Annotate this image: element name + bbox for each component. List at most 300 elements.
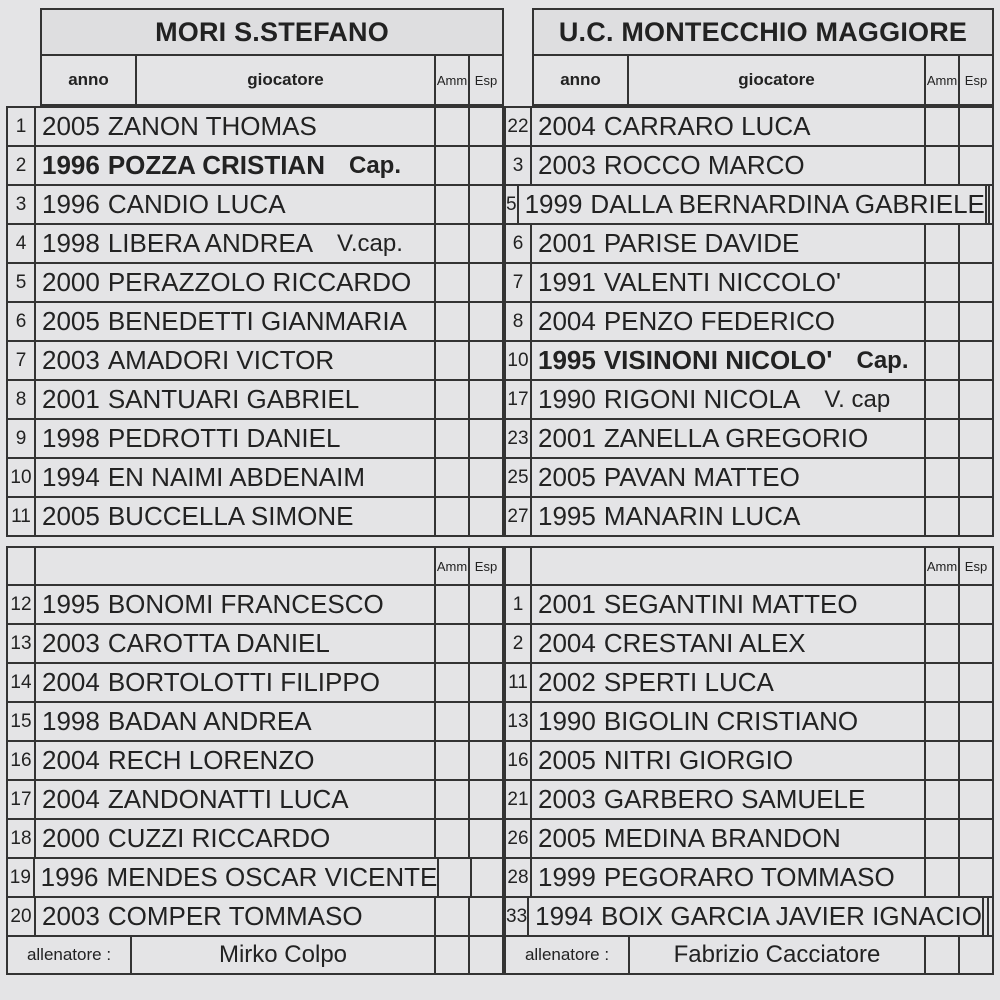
jersey-number: 2: [506, 625, 532, 662]
amm-cell: [436, 186, 470, 223]
player-name: VISINONI NICOLO': [603, 345, 833, 375]
player-row: [506, 459, 994, 498]
amm-cell: [926, 703, 960, 740]
player-cell: [36, 625, 436, 662]
birth-year: 2003: [538, 784, 596, 814]
player-row: [506, 420, 994, 459]
esp-cell: [470, 898, 504, 935]
birth-year: 2003: [538, 150, 596, 180]
blank-cell: [506, 548, 532, 584]
player-cell: [532, 303, 926, 340]
amm-cell: [436, 498, 470, 535]
jersey-number: 5: [8, 264, 36, 301]
starters-table: [6, 106, 504, 537]
player-name: BENEDETTI GIANMARIA: [107, 306, 407, 336]
player-cell: [36, 147, 436, 184]
amm-cell: [436, 781, 470, 818]
jersey-number: 12: [8, 586, 36, 623]
player-name: CUZZI RICCARDO: [107, 823, 331, 853]
esp-cell: [960, 303, 994, 340]
esp-cell: [470, 586, 504, 623]
player-cell: [532, 108, 926, 145]
player-cell: [532, 664, 926, 701]
esp-cell: [960, 264, 994, 301]
captain-badge: V. cap: [824, 385, 891, 413]
birth-year: 2000: [42, 267, 100, 297]
blank-cell: [926, 937, 960, 973]
amm-cell: [926, 108, 960, 145]
player-row: [506, 303, 994, 342]
esp-cell: [470, 108, 504, 145]
esp-cell: [960, 420, 994, 457]
coach-name: Fabrizio Cacciatore: [630, 937, 926, 973]
birth-year: 2005: [42, 306, 100, 336]
player-cell: [36, 664, 436, 701]
player-row: [506, 108, 994, 147]
player-row: [506, 664, 994, 703]
player-cell: [532, 625, 926, 662]
jersey-number: 14: [8, 664, 36, 701]
player-name: COMPER TOMMASO: [107, 901, 363, 931]
player-name: PEDROTTI DANIEL: [107, 423, 341, 453]
player-name: PERAZZOLO RICCARDO: [107, 267, 412, 297]
player-name: BOIX GARCIA JAVIER IGNACIO: [600, 901, 982, 931]
amm-cell: [926, 420, 960, 457]
amm-cell: [436, 703, 470, 740]
player-name: VALENTI NICCOLO': [603, 267, 841, 297]
header-year: anno: [42, 56, 137, 104]
amm-cell: [436, 420, 470, 457]
player-name: CARRARO LUCA: [603, 111, 811, 141]
esp-cell: [470, 264, 504, 301]
amm-cell: [436, 108, 470, 145]
player-name: MENDES OSCAR VICENTE: [106, 862, 438, 892]
esp-cell: [470, 342, 504, 379]
jersey-number: 4: [8, 225, 36, 262]
amm-cell: [436, 225, 470, 262]
birth-year: 2005: [538, 745, 596, 775]
amm-cell: [926, 781, 960, 818]
birth-year: 2005: [42, 111, 100, 141]
jersey-number: 23: [506, 420, 532, 457]
esp-cell: [470, 303, 504, 340]
player-row: [8, 186, 504, 225]
esp-cell: [960, 781, 994, 818]
player-cell: [532, 342, 926, 379]
player-name: AMADORI VICTOR: [107, 345, 335, 375]
player-row: [506, 859, 994, 898]
jersey-number: 16: [8, 742, 36, 779]
player-name: CRESTANI ALEX: [603, 628, 806, 658]
player-name: PEGORARO TOMMASO: [603, 862, 895, 892]
captain-badge: Cap.: [856, 346, 909, 374]
jersey-number: 13: [506, 703, 532, 740]
birth-year: 1998: [42, 706, 100, 736]
player-name: SPERTI LUCA: [603, 667, 774, 697]
player-name: ZANELLA GREGORIO: [603, 423, 869, 453]
captain-badge: Cap.: [348, 151, 401, 179]
birth-year: 2002: [538, 667, 596, 697]
birth-year: 2005: [538, 462, 596, 492]
jersey-number: 8: [506, 303, 532, 340]
player-cell: [532, 859, 926, 896]
birth-year: 2004: [42, 784, 100, 814]
birth-year: 1990: [538, 706, 596, 736]
amm-cell: [436, 625, 470, 662]
column-headers: [532, 56, 994, 106]
player-name: ROCCO MARCO: [603, 150, 805, 180]
player-row: [8, 625, 504, 664]
amm-cell: [436, 147, 470, 184]
amm-cell: [926, 381, 960, 418]
esp-cell: [470, 186, 504, 223]
amm-cell: [436, 586, 470, 623]
player-row: [8, 742, 504, 781]
jersey-number: 16: [506, 742, 532, 779]
amm-cell: [436, 303, 470, 340]
esp-cell: [470, 459, 504, 496]
jersey-number: 11: [506, 664, 532, 701]
header-esp: Esp: [960, 548, 994, 584]
header-amm: Amm: [926, 548, 960, 584]
jersey-number: 27: [506, 498, 532, 535]
player-cell: [36, 186, 436, 223]
jersey-number: 3: [8, 186, 36, 223]
player-row: [506, 586, 994, 625]
birth-year: 2004: [538, 628, 596, 658]
esp-cell: [960, 820, 994, 857]
esp-cell: [960, 459, 994, 496]
player-name: EN NAIMI ABDENAIM: [107, 462, 365, 492]
esp-cell: [470, 498, 504, 535]
player-cell: [532, 820, 926, 857]
player-row: [8, 498, 504, 537]
amm-cell: [926, 664, 960, 701]
amm-cell: [436, 342, 470, 379]
player-name: BIGOLIN CRISTIANO: [603, 706, 859, 736]
player-cell: [36, 342, 436, 379]
player-name: CAROTTA DANIEL: [107, 628, 330, 658]
player-name: CANDIO LUCA: [107, 189, 286, 219]
blank-cell: [960, 937, 994, 973]
birth-year: 1995: [42, 589, 100, 619]
player-name: NITRI GIORGIO: [603, 745, 794, 775]
birth-year: 1996: [42, 189, 100, 219]
player-row: [8, 459, 504, 498]
player-name: PAVAN MATTEO: [603, 462, 800, 492]
blank-cell: [436, 937, 470, 973]
esp-cell: [470, 225, 504, 262]
esp-cell: [960, 381, 994, 418]
birth-year: 2004: [42, 667, 100, 697]
jersey-number: 1: [8, 108, 36, 145]
jersey-number: 3: [506, 147, 532, 184]
player-name: BADAN ANDREA: [107, 706, 312, 736]
header-esp: Esp: [470, 548, 504, 584]
player-cell: [532, 381, 926, 418]
amm-cell: [436, 664, 470, 701]
player-row: [506, 742, 994, 781]
player-cell: [36, 225, 436, 262]
amm-cell: [926, 498, 960, 535]
esp-cell: [470, 625, 504, 662]
esp-cell: [470, 664, 504, 701]
starters-table: [504, 106, 994, 537]
player-cell: [36, 303, 436, 340]
jersey-number: 10: [8, 459, 36, 496]
player-cell: [532, 147, 926, 184]
amm-cell: [436, 264, 470, 301]
player-name: ZANON THOMAS: [107, 111, 317, 141]
player-cell: [35, 859, 440, 896]
birth-year: 2004: [42, 745, 100, 775]
amm-cell: [926, 459, 960, 496]
birth-year: 1991: [538, 267, 596, 297]
amm-cell: [926, 742, 960, 779]
substitutes-table: [504, 546, 994, 975]
column-headers: [40, 56, 504, 106]
esp-cell: [960, 742, 994, 779]
player-name: BUCCELLA SIMONE: [107, 501, 354, 531]
player-cell: [532, 264, 926, 301]
birth-year: 2004: [538, 306, 596, 336]
esp-cell: [960, 625, 994, 662]
player-row: [8, 264, 504, 303]
substitutes-header: [8, 548, 504, 586]
jersey-number: 7: [506, 264, 532, 301]
header-player: giocatore: [629, 56, 926, 104]
amm-cell: [436, 742, 470, 779]
coach-label: allenatore :: [8, 937, 132, 973]
amm-cell: [926, 625, 960, 662]
header-esp: Esp: [470, 56, 504, 104]
blank-cell: [532, 548, 926, 584]
birth-year: 2003: [42, 628, 100, 658]
player-cell: [519, 186, 987, 223]
player-cell: [36, 820, 436, 857]
jersey-number: 6: [8, 303, 36, 340]
esp-cell: [470, 420, 504, 457]
blank-cell: [36, 548, 436, 584]
player-row: [506, 898, 994, 937]
header-esp: Esp: [960, 56, 994, 104]
player-row: [506, 781, 994, 820]
player-cell: [36, 781, 436, 818]
birth-year: 1998: [42, 228, 100, 258]
jersey-number: 1: [506, 586, 532, 623]
header-year: anno: [534, 56, 629, 104]
birth-year: 2003: [42, 901, 100, 931]
player-row: [8, 898, 504, 937]
player-name: RIGONI NICOLA: [603, 384, 801, 414]
jersey-number: 19: [8, 859, 35, 896]
jersey-number: 2: [8, 147, 36, 184]
player-name: BORTOLOTTI FILIPPO: [107, 667, 380, 697]
player-cell: [36, 586, 436, 623]
player-name: MEDINA BRANDON: [603, 823, 841, 853]
team-title: U.C. MONTECCHIO MAGGIORE: [532, 8, 994, 56]
player-name: LIBERA ANDREA: [107, 228, 314, 258]
birth-year: 1996: [42, 150, 100, 180]
birth-year: 2005: [42, 501, 100, 531]
player-cell: [36, 898, 436, 935]
coach-row: [506, 937, 994, 975]
birth-year: 1996: [40, 862, 99, 892]
player-row: [8, 225, 504, 264]
esp-cell: [960, 147, 994, 184]
birth-year: 1999: [538, 862, 596, 892]
amm-cell: [926, 859, 960, 896]
player-cell: [36, 108, 436, 145]
amm-cell: [926, 264, 960, 301]
jersey-number: 18: [8, 820, 36, 857]
esp-cell: [960, 108, 994, 145]
player-row: [506, 703, 994, 742]
player-name: SANTUARI GABRIEL: [107, 384, 360, 414]
player-row: [506, 264, 994, 303]
player-row: [8, 381, 504, 420]
player-row: [8, 703, 504, 742]
esp-cell: [470, 781, 504, 818]
jersey-number: 17: [8, 781, 36, 818]
blank-cell: [470, 937, 504, 973]
jersey-number: 6: [506, 225, 532, 262]
esp-cell: [960, 498, 994, 535]
player-row: [8, 664, 504, 703]
birth-year: 2001: [42, 384, 100, 414]
esp-cell: [470, 703, 504, 740]
blank-cell: [8, 548, 36, 584]
player-row: [8, 781, 504, 820]
player-name: MANARIN LUCA: [603, 501, 801, 531]
substitutes-table: [6, 546, 504, 975]
birth-year: 1999: [524, 189, 583, 219]
player-cell: [532, 498, 926, 535]
player-name: PENZO FEDERICO: [603, 306, 835, 336]
jersey-number: 25: [506, 459, 532, 496]
birth-year: 1995: [538, 345, 596, 375]
birth-year: 2005: [538, 823, 596, 853]
player-cell: [532, 420, 926, 457]
player-name: PARISE DAVIDE: [603, 228, 800, 258]
coach-label: allenatore :: [506, 937, 630, 973]
birth-year: 1994: [535, 901, 593, 931]
player-row: [8, 303, 504, 342]
player-name: SEGANTINI MATTEO: [603, 589, 858, 619]
header-amm: Amm: [436, 56, 470, 104]
jersey-number: 33: [506, 898, 529, 935]
player-cell: [529, 898, 984, 935]
player-cell: [36, 381, 436, 418]
player-cell: [532, 742, 926, 779]
player-name: GARBERO SAMUELE: [603, 784, 866, 814]
jersey-number: 8: [8, 381, 36, 418]
player-cell: [36, 498, 436, 535]
birth-year: 2004: [538, 111, 596, 141]
player-row: [8, 586, 504, 625]
player-cell: [532, 703, 926, 740]
player-cell: [36, 459, 436, 496]
amm-cell: [926, 342, 960, 379]
player-name: BONOMI FRANCESCO: [107, 589, 384, 619]
player-cell: [36, 420, 436, 457]
birth-year: 2000: [42, 823, 100, 853]
player-cell: [532, 225, 926, 262]
player-row: [506, 225, 994, 264]
jersey-number: 5: [506, 186, 519, 223]
esp-cell: [960, 225, 994, 262]
birth-year: 2001: [538, 589, 596, 619]
birth-year: 1998: [42, 423, 100, 453]
jersey-number: 10: [506, 342, 532, 379]
jersey-number: 28: [506, 859, 532, 896]
jersey-number: 13: [8, 625, 36, 662]
birth-year: 2003: [42, 345, 100, 375]
coach-name: Mirko Colpo: [132, 937, 436, 973]
player-row: [8, 342, 504, 381]
amm-cell: [926, 303, 960, 340]
substitutes-header: [506, 548, 994, 586]
player-row: [506, 625, 994, 664]
header-player: giocatore: [137, 56, 436, 104]
player-cell: [36, 742, 436, 779]
header-amm: Amm: [436, 548, 470, 584]
jersey-number: 15: [8, 703, 36, 740]
player-cell: [532, 586, 926, 623]
player-row: [8, 820, 504, 859]
amm-cell: [926, 147, 960, 184]
esp-cell: [960, 586, 994, 623]
birth-year: 2001: [538, 228, 596, 258]
amm-cell: [926, 586, 960, 623]
esp-cell: [470, 147, 504, 184]
esp-cell: [960, 342, 994, 379]
esp-cell: [470, 820, 504, 857]
esp-cell: [960, 859, 994, 896]
player-cell: [532, 781, 926, 818]
player-name: POZZA CRISTIAN: [107, 150, 325, 180]
amm-cell: [926, 820, 960, 857]
player-row: [8, 859, 504, 898]
jersey-number: 20: [8, 898, 36, 935]
player-row: [8, 147, 504, 186]
player-row: [506, 186, 994, 225]
coach-row: [8, 937, 504, 975]
player-cell: [532, 459, 926, 496]
player-name: ZANDONATTI LUCA: [107, 784, 349, 814]
player-row: [8, 108, 504, 147]
player-name: DALLA BERNARDINA GABRIELE: [590, 189, 985, 219]
esp-cell: [470, 742, 504, 779]
jersey-number: 26: [506, 820, 532, 857]
esp-cell: [472, 859, 504, 896]
esp-cell: [989, 898, 994, 935]
amm-cell: [436, 459, 470, 496]
jersey-number: 9: [8, 420, 36, 457]
esp-cell: [470, 381, 504, 418]
header-amm: Amm: [926, 56, 960, 104]
captain-badge: V.cap.: [337, 229, 403, 257]
birth-year: 1994: [42, 462, 100, 492]
amm-cell: [436, 381, 470, 418]
amm-cell: [436, 820, 470, 857]
birth-year: 1995: [538, 501, 596, 531]
player-row: [506, 498, 994, 537]
player-row: [506, 342, 994, 381]
birth-year: 2001: [538, 423, 596, 453]
jersey-number: 7: [8, 342, 36, 379]
esp-cell: [990, 186, 994, 223]
